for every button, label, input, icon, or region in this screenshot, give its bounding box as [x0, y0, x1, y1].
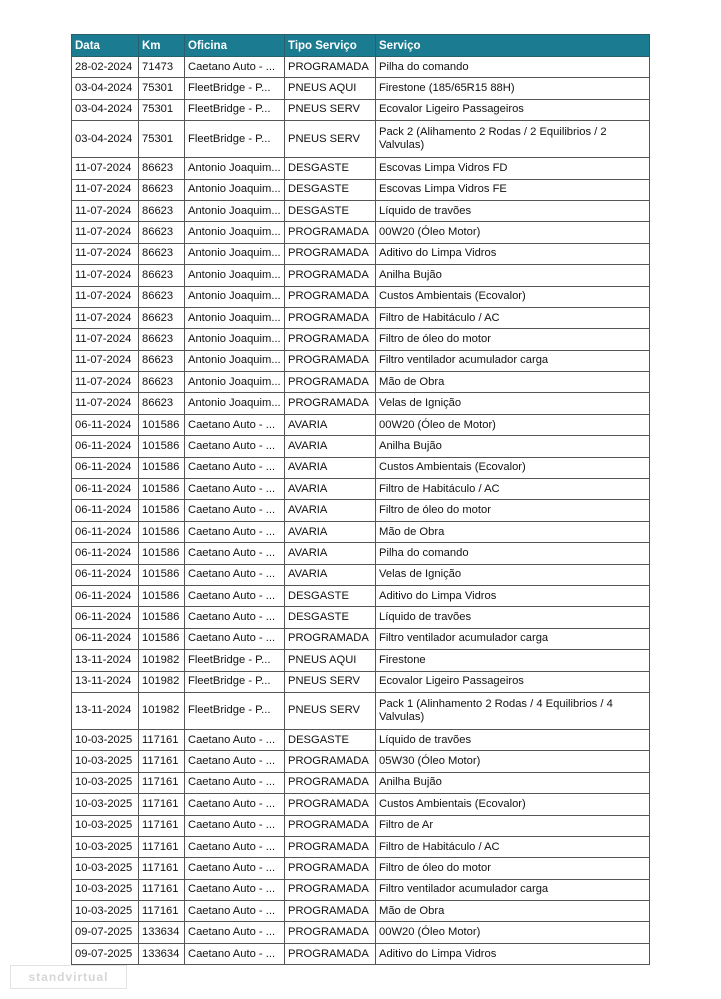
cell-oficina: Antonio Joaquim... — [185, 222, 285, 243]
cell-tipo-servico: DESGASTE — [285, 607, 376, 628]
cell-tipo-servico: PROGRAMADA — [285, 751, 376, 772]
cell-data: 11-07-2024 — [72, 350, 139, 371]
cell-oficina: Caetano Auto - ... — [185, 585, 285, 606]
cell-tipo-servico: AVARIA — [285, 543, 376, 564]
cell-km: 101586 — [139, 543, 185, 564]
cell-oficina: Antonio Joaquim... — [185, 372, 285, 393]
cell-data: 11-07-2024 — [72, 158, 139, 179]
table-row — [72, 543, 650, 564]
table-row — [72, 585, 650, 606]
header-row — [72, 35, 650, 57]
cell-tipo-servico: DESGASTE — [285, 158, 376, 179]
cell-km: 86623 — [139, 372, 185, 393]
cell-tipo-servico: PROGRAMADA — [285, 243, 376, 264]
cell-oficina: Caetano Auto - ... — [185, 479, 285, 500]
table-row — [72, 158, 650, 179]
table-row — [72, 901, 650, 922]
cell-oficina: Antonio Joaquim... — [185, 286, 285, 307]
cell-servico: Pack 1 (Alinhamento 2 Rodas / 4 Equilibrios / 4 Valvulas) — [376, 692, 650, 729]
cell-tipo-servico: DESGASTE — [285, 729, 376, 750]
table-row — [72, 479, 650, 500]
cell-tipo-servico: AVARIA — [285, 479, 376, 500]
cell-km: 86623 — [139, 286, 185, 307]
table-row — [72, 772, 650, 793]
cell-km: 86623 — [139, 307, 185, 328]
cell-data: 06-11-2024 — [72, 479, 139, 500]
table-row — [72, 836, 650, 857]
cell-km: 117161 — [139, 858, 185, 879]
cell-oficina: Caetano Auto - ... — [185, 607, 285, 628]
cell-servico: Anilha Bujão — [376, 772, 650, 793]
cell-tipo-servico: DESGASTE — [285, 200, 376, 221]
cell-km: 101586 — [139, 564, 185, 585]
cell-servico: Escovas Limpa Vidros FD — [376, 158, 650, 179]
cell-data: 11-07-2024 — [72, 243, 139, 264]
cell-data: 10-03-2025 — [72, 772, 139, 793]
cell-servico: Escovas Limpa Vidros FE — [376, 179, 650, 200]
header-oficina: Oficina — [185, 35, 285, 57]
cell-km: 101586 — [139, 500, 185, 521]
table-row — [72, 692, 650, 729]
cell-km: 117161 — [139, 901, 185, 922]
cell-oficina: Antonio Joaquim... — [185, 329, 285, 350]
cell-data: 10-03-2025 — [72, 794, 139, 815]
cell-data: 06-11-2024 — [72, 543, 139, 564]
table-row — [72, 457, 650, 478]
cell-km: 75301 — [139, 99, 185, 120]
table-row — [72, 564, 650, 585]
cell-oficina: Caetano Auto - ... — [185, 500, 285, 521]
cell-servico: Filtro de Habitáculo / AC — [376, 479, 650, 500]
cell-servico: Filtro de Ar — [376, 815, 650, 836]
cell-km: 117161 — [139, 815, 185, 836]
cell-oficina: FleetBridge - P... — [185, 78, 285, 99]
header-km: Km — [139, 35, 185, 57]
cell-oficina: FleetBridge - P... — [185, 692, 285, 729]
cell-servico: Custos Ambientais (Ecovalor) — [376, 794, 650, 815]
table-row — [72, 57, 650, 78]
cell-data: 10-03-2025 — [72, 815, 139, 836]
cell-km: 75301 — [139, 78, 185, 99]
cell-data: 03-04-2024 — [72, 78, 139, 99]
cell-data: 06-11-2024 — [72, 500, 139, 521]
cell-data: 11-07-2024 — [72, 265, 139, 286]
cell-servico: Pack 2 (Alihamento 2 Rodas / 2 Equilibrios / 2 Valvulas) — [376, 121, 650, 158]
cell-data: 06-11-2024 — [72, 564, 139, 585]
cell-servico: Ecovalor Ligeiro Passageiros — [376, 671, 650, 692]
cell-tipo-servico: PROGRAMADA — [285, 372, 376, 393]
table-row — [72, 794, 650, 815]
cell-oficina: Caetano Auto - ... — [185, 628, 285, 649]
table-row — [72, 500, 650, 521]
cell-data: 09-07-2025 — [72, 922, 139, 943]
cell-servico: 00W20 (Óleo Motor) — [376, 222, 650, 243]
cell-tipo-servico: PNEUS SERV — [285, 671, 376, 692]
cell-oficina: Caetano Auto - ... — [185, 564, 285, 585]
cell-servico: Filtro de óleo do motor — [376, 329, 650, 350]
cell-data: 10-03-2025 — [72, 729, 139, 750]
table-body — [72, 57, 650, 965]
cell-tipo-servico: PNEUS SERV — [285, 692, 376, 729]
cell-servico: Filtro de Habitáculo / AC — [376, 307, 650, 328]
cell-km: 101586 — [139, 607, 185, 628]
cell-tipo-servico: AVARIA — [285, 521, 376, 542]
table-row — [72, 922, 650, 943]
table-row — [72, 179, 650, 200]
cell-oficina: Antonio Joaquim... — [185, 350, 285, 371]
cell-tipo-servico: PROGRAMADA — [285, 628, 376, 649]
cell-km: 86623 — [139, 393, 185, 414]
table-row — [72, 307, 650, 328]
cell-data: 13-11-2024 — [72, 692, 139, 729]
cell-servico: Filtro ventilador acumulador carga — [376, 350, 650, 371]
cell-tipo-servico: AVARIA — [285, 414, 376, 435]
cell-oficina: Caetano Auto - ... — [185, 751, 285, 772]
cell-oficina: Caetano Auto - ... — [185, 943, 285, 964]
cell-data: 10-03-2025 — [72, 836, 139, 857]
cell-data: 13-11-2024 — [72, 650, 139, 671]
cell-oficina: Antonio Joaquim... — [185, 265, 285, 286]
cell-km: 117161 — [139, 794, 185, 815]
table-row — [72, 729, 650, 750]
cell-oficina: Caetano Auto - ... — [185, 414, 285, 435]
cell-km: 117161 — [139, 751, 185, 772]
cell-servico: Filtro ventilador acumulador carga — [376, 879, 650, 900]
cell-km: 117161 — [139, 772, 185, 793]
cell-data: 11-07-2024 — [72, 307, 139, 328]
cell-servico: Custos Ambientais (Ecovalor) — [376, 457, 650, 478]
cell-oficina: Antonio Joaquim... — [185, 158, 285, 179]
cell-km: 101982 — [139, 671, 185, 692]
cell-oficina: Caetano Auto - ... — [185, 57, 285, 78]
cell-data: 10-03-2025 — [72, 879, 139, 900]
table-row — [72, 222, 650, 243]
cell-data: 09-07-2025 — [72, 943, 139, 964]
cell-oficina: Caetano Auto - ... — [185, 815, 285, 836]
cell-data: 06-11-2024 — [72, 607, 139, 628]
cell-tipo-servico: AVARIA — [285, 436, 376, 457]
table-row — [72, 121, 650, 158]
cell-servico: Custos Ambientais (Ecovalor) — [376, 286, 650, 307]
table-row — [72, 943, 650, 964]
cell-tipo-servico: PROGRAMADA — [285, 922, 376, 943]
cell-tipo-servico: PROGRAMADA — [285, 836, 376, 857]
cell-km: 133634 — [139, 943, 185, 964]
cell-oficina: FleetBridge - P... — [185, 650, 285, 671]
cell-tipo-servico: PNEUS AQUI — [285, 650, 376, 671]
cell-data: 06-11-2024 — [72, 585, 139, 606]
cell-km: 101982 — [139, 692, 185, 729]
cell-km: 101586 — [139, 585, 185, 606]
cell-km: 117161 — [139, 879, 185, 900]
cell-km: 117161 — [139, 836, 185, 857]
header-tipo-servico: Tipo Serviço — [285, 35, 376, 57]
table-row — [72, 78, 650, 99]
cell-oficina: Antonio Joaquim... — [185, 243, 285, 264]
table-row — [72, 751, 650, 772]
cell-oficina: Caetano Auto - ... — [185, 901, 285, 922]
cell-tipo-servico: PROGRAMADA — [285, 57, 376, 78]
table-row — [72, 372, 650, 393]
cell-km: 86623 — [139, 158, 185, 179]
cell-km: 101586 — [139, 521, 185, 542]
cell-km: 86623 — [139, 243, 185, 264]
cell-tipo-servico: PROGRAMADA — [285, 329, 376, 350]
cell-servico: Líquido de travões — [376, 729, 650, 750]
cell-oficina: FleetBridge - P... — [185, 671, 285, 692]
service-history-table — [71, 34, 650, 965]
cell-servico: Velas de Ignição — [376, 393, 650, 414]
cell-data: 13-11-2024 — [72, 671, 139, 692]
cell-tipo-servico: PROGRAMADA — [285, 794, 376, 815]
table-row — [72, 436, 650, 457]
cell-servico: Filtro de Habitáculo / AC — [376, 836, 650, 857]
cell-data: 11-07-2024 — [72, 329, 139, 350]
cell-oficina: Antonio Joaquim... — [185, 393, 285, 414]
cell-tipo-servico: PNEUS AQUI — [285, 78, 376, 99]
table-row — [72, 628, 650, 649]
cell-data: 11-07-2024 — [72, 179, 139, 200]
cell-servico: Aditivo do Limpa Vidros — [376, 585, 650, 606]
cell-servico: 00W20 (Óleo de Motor) — [376, 414, 650, 435]
cell-oficina: Caetano Auto - ... — [185, 543, 285, 564]
cell-data: 28-02-2024 — [72, 57, 139, 78]
cell-tipo-servico: PROGRAMADA — [285, 772, 376, 793]
cell-servico: 05W30 (Óleo Motor) — [376, 751, 650, 772]
cell-km: 86623 — [139, 179, 185, 200]
cell-tipo-servico: AVARIA — [285, 500, 376, 521]
cell-servico: Aditivo do Limpa Vidros — [376, 243, 650, 264]
cell-oficina: Caetano Auto - ... — [185, 879, 285, 900]
cell-servico: Velas de Ignição — [376, 564, 650, 585]
table-row — [72, 265, 650, 286]
table-row — [72, 607, 650, 628]
cell-servico: Aditivo do Limpa Vidros — [376, 943, 650, 964]
table-row — [72, 350, 650, 371]
cell-servico: Pilha do comando — [376, 543, 650, 564]
cell-km: 101982 — [139, 650, 185, 671]
table-row — [72, 329, 650, 350]
table-row — [72, 815, 650, 836]
cell-data: 11-07-2024 — [72, 286, 139, 307]
cell-tipo-servico: AVARIA — [285, 457, 376, 478]
cell-oficina: Caetano Auto - ... — [185, 794, 285, 815]
cell-data: 03-04-2024 — [72, 121, 139, 158]
cell-tipo-servico: PROGRAMADA — [285, 815, 376, 836]
table-row — [72, 650, 650, 671]
cell-km: 86623 — [139, 222, 185, 243]
header-servico: Serviço — [376, 35, 650, 57]
cell-data: 11-07-2024 — [72, 200, 139, 221]
cell-km: 86623 — [139, 265, 185, 286]
table-row — [72, 393, 650, 414]
cell-oficina: Caetano Auto - ... — [185, 858, 285, 879]
cell-servico: Filtro de óleo do motor — [376, 858, 650, 879]
watermark-logo: standvirtual — [10, 965, 127, 989]
cell-tipo-servico: PROGRAMADA — [285, 393, 376, 414]
cell-oficina: Caetano Auto - ... — [185, 922, 285, 943]
cell-data: 10-03-2025 — [72, 858, 139, 879]
cell-tipo-servico: PROGRAMADA — [285, 350, 376, 371]
cell-tipo-servico: PROGRAMADA — [285, 858, 376, 879]
cell-servico: Firestone (185/65R15 88H) — [376, 78, 650, 99]
cell-data: 11-07-2024 — [72, 372, 139, 393]
cell-data: 11-07-2024 — [72, 222, 139, 243]
table-row — [72, 243, 650, 264]
cell-tipo-servico: AVARIA — [285, 564, 376, 585]
cell-data: 10-03-2025 — [72, 901, 139, 922]
cell-data: 06-11-2024 — [72, 628, 139, 649]
table-row — [72, 879, 650, 900]
cell-tipo-servico: PROGRAMADA — [285, 879, 376, 900]
cell-oficina: FleetBridge - P... — [185, 99, 285, 120]
table-row — [72, 671, 650, 692]
header-data: Data — [72, 35, 139, 57]
cell-tipo-servico: PROGRAMADA — [285, 265, 376, 286]
cell-tipo-servico: PROGRAMADA — [285, 307, 376, 328]
cell-oficina: Antonio Joaquim... — [185, 200, 285, 221]
cell-servico: Líquido de travões — [376, 200, 650, 221]
cell-oficina: FleetBridge - P... — [185, 121, 285, 158]
cell-servico: Filtro ventilador acumulador carga — [376, 628, 650, 649]
cell-servico: Pilha do comando — [376, 57, 650, 78]
cell-servico: Mão de Obra — [376, 901, 650, 922]
cell-oficina: Antonio Joaquim... — [185, 179, 285, 200]
cell-oficina: Caetano Auto - ... — [185, 836, 285, 857]
cell-data: 10-03-2025 — [72, 751, 139, 772]
cell-km: 101586 — [139, 457, 185, 478]
cell-km: 86623 — [139, 350, 185, 371]
cell-data: 03-04-2024 — [72, 99, 139, 120]
cell-servico: Mão de Obra — [376, 521, 650, 542]
cell-oficina: Caetano Auto - ... — [185, 436, 285, 457]
table-row — [72, 200, 650, 221]
cell-tipo-servico: PROGRAMADA — [285, 222, 376, 243]
cell-servico: Anilha Bujão — [376, 265, 650, 286]
table-row — [72, 858, 650, 879]
cell-tipo-servico: PNEUS SERV — [285, 99, 376, 120]
table-row — [72, 414, 650, 435]
cell-tipo-servico: DESGASTE — [285, 179, 376, 200]
cell-data: 06-11-2024 — [72, 521, 139, 542]
cell-servico: 00W20 (Óleo Motor) — [376, 922, 650, 943]
cell-km: 101586 — [139, 414, 185, 435]
cell-data: 06-11-2024 — [72, 414, 139, 435]
cell-km: 117161 — [139, 729, 185, 750]
cell-servico: Firestone — [376, 650, 650, 671]
table-row — [72, 286, 650, 307]
cell-data: 06-11-2024 — [72, 457, 139, 478]
table-row — [72, 521, 650, 542]
cell-data: 11-07-2024 — [72, 393, 139, 414]
cell-servico: Anilha Bujão — [376, 436, 650, 457]
cell-tipo-servico: DESGASTE — [285, 585, 376, 606]
cell-servico: Líquido de travões — [376, 607, 650, 628]
cell-servico: Ecovalor Ligeiro Passageiros — [376, 99, 650, 120]
cell-servico: Mão de Obra — [376, 372, 650, 393]
cell-km: 86623 — [139, 200, 185, 221]
cell-oficina: Caetano Auto - ... — [185, 729, 285, 750]
cell-km: 86623 — [139, 329, 185, 350]
cell-servico: Filtro de óleo do motor — [376, 500, 650, 521]
cell-km: 75301 — [139, 121, 185, 158]
cell-tipo-servico: PNEUS SERV — [285, 121, 376, 158]
cell-km: 133634 — [139, 922, 185, 943]
cell-km: 71473 — [139, 57, 185, 78]
table-row — [72, 99, 650, 120]
cell-km: 101586 — [139, 436, 185, 457]
cell-tipo-servico: PROGRAMADA — [285, 286, 376, 307]
cell-oficina: Caetano Auto - ... — [185, 457, 285, 478]
cell-oficina: Caetano Auto - ... — [185, 521, 285, 542]
cell-km: 101586 — [139, 479, 185, 500]
cell-oficina: Antonio Joaquim... — [185, 307, 285, 328]
cell-tipo-servico: PROGRAMADA — [285, 901, 376, 922]
cell-km: 101586 — [139, 628, 185, 649]
cell-tipo-servico: PROGRAMADA — [285, 943, 376, 964]
cell-data: 06-11-2024 — [72, 436, 139, 457]
cell-oficina: Caetano Auto - ... — [185, 772, 285, 793]
